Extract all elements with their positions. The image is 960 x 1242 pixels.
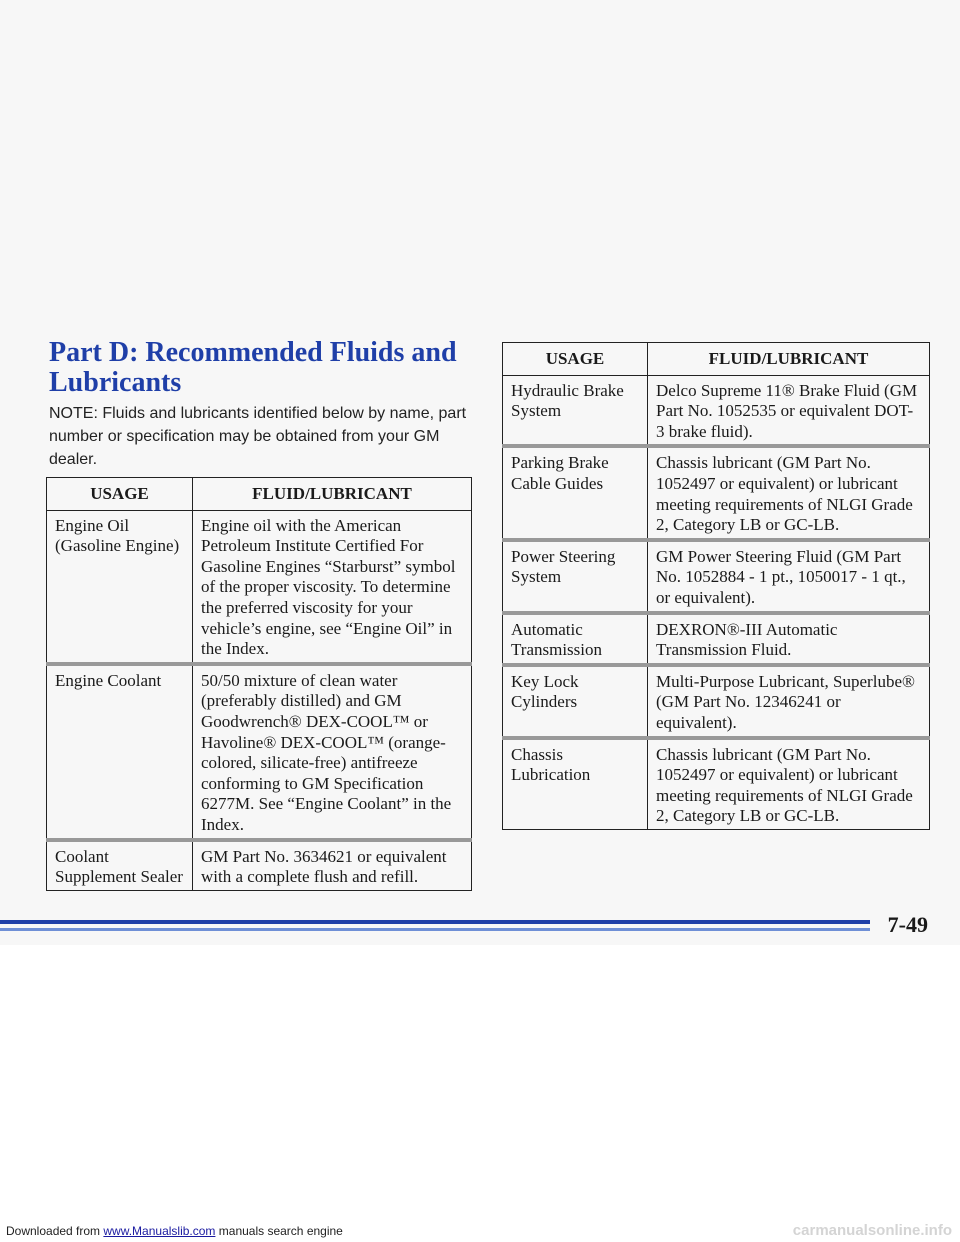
watermark: carmanualsonline.info — [792, 1222, 952, 1239]
fluid-cell: 50/50 mixture of clean water (preferably distilled) and GM Goodwrench® DEX-COOL™ or Havoline® DEX-COOL™ (orange-colored, silicate-free) antifreeze conforming to GM Specification 6277M. See “Engine Coolant” in the Index. — [193, 664, 472, 840]
table-row — [47, 510, 472, 664]
manualslib-link[interactable]: www.Manualslib.com — [103, 1224, 216, 1238]
table-row — [503, 665, 930, 738]
usage-cell: Engine Oil (Gasoline Engine) — [47, 510, 193, 664]
fluid-cell: GM Part No. 3634621 or equivalent with a complete flush and refill. — [193, 840, 472, 891]
fluid-cell: GM Power Steering Fluid (GM Part No. 1052884 - 1 pt., 1050017 - 1 qt., or equivalent). — [648, 540, 930, 613]
usage-cell: Chassis Lubrication — [503, 738, 648, 830]
footer-rule — [0, 920, 870, 924]
usage-cell: Coolant Supplement Sealer — [47, 840, 193, 891]
usage-cell: Parking Brake Cable Guides — [503, 446, 648, 539]
table-row — [503, 738, 930, 830]
fluids-table-right — [502, 342, 930, 830]
usage-cell: Power Steering System — [503, 540, 648, 613]
fluid-cell: Chassis lubricant (GM Part No. 1052497 or equivalent) or lubricant meeting requirements of NLGI Grade 2, Category LB or GC-LB. — [648, 446, 930, 539]
page-title: Part D: Recommended Fluids and Lubricants — [49, 337, 457, 398]
fluid-cell: Multi-Purpose Lubricant, Superlube® (GM Part No. 12346241 or equivalent). — [648, 665, 930, 738]
fluid-cell: Chassis lubricant (GM Part No. 1052497 or equivalent) or lubricant meeting requirements of NLGI Grade 2, Category LB or GC-LB. — [648, 738, 930, 830]
header-fluid: FLUID/LUBRICANT — [648, 343, 930, 376]
usage-cell: Key Lock Cylinders — [503, 665, 648, 738]
header-usage: USAGE — [503, 343, 648, 376]
table-row — [503, 613, 930, 665]
footer-suffix: manuals search engine — [215, 1224, 343, 1238]
footer-rule-light — [0, 928, 870, 931]
table-row — [47, 664, 472, 840]
usage-cell: Hydraulic Brake System — [503, 375, 648, 446]
table-row — [503, 375, 930, 446]
page-number: 7-49 — [887, 912, 928, 937]
fluid-cell: Engine oil with the American Petroleum Institute Certified For Gasoline Engines “Starburst” symbol of the proper viscosity. To determine the preferred viscosity for your vehicle’s engine, see “Engine Oil” in the Index. — [193, 510, 472, 664]
fluids-table-left — [46, 477, 472, 891]
fluid-cell: DEXRON®-III Automatic Transmission Fluid. — [648, 613, 930, 665]
fluid-cell: Delco Supreme 11® Brake Fluid (GM Part No. 1052535 or equivalent DOT-3 brake fluid). — [648, 375, 930, 446]
header-usage: USAGE — [47, 478, 193, 511]
header-fluid: FLUID/LUBRICANT — [193, 478, 472, 511]
table-row — [47, 840, 472, 891]
usage-cell: Automatic Transmission — [503, 613, 648, 665]
table-row — [503, 540, 930, 613]
table-row — [503, 446, 930, 539]
download-footer — [6, 1224, 343, 1238]
note-text: NOTE: Fluids and lubricants identified below by name, part number or specification may be obtained from your GM dealer. — [49, 405, 467, 468]
usage-cell: Engine Coolant — [47, 664, 193, 840]
footer-prefix: Downloaded from — [6, 1224, 104, 1238]
